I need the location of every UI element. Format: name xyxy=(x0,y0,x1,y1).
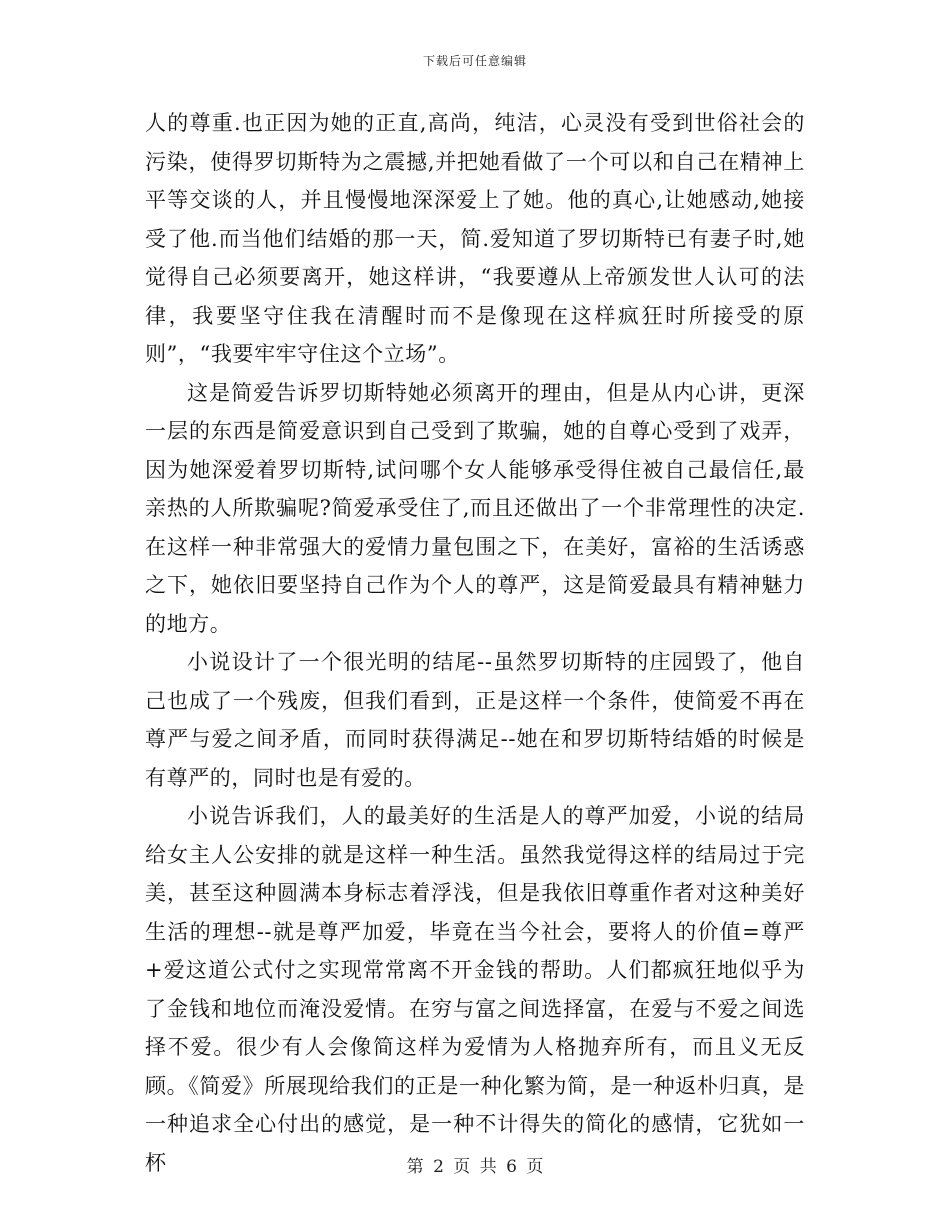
document-body xyxy=(145,104,805,1182)
paragraph-2: 这是简爱告诉罗切斯特她必须离开的理由，但是从内心讲，更深一层的东西是简爱意识到自己受到了欺骗，她的自尊心受到了戏弄，因为她深爱着罗切斯特,试问哪个女人能够承受得住被自己最信任,最亲热的人所欺骗呢?简爱承受住了,而且还做出了一个非常理性的决定.在这样一种非常强大的爱情力量包围之下，在美好，富裕的生活诱惑之下，她依旧要坚持自己作为个人的尊严，这是简爱最具有精神魅力的地方。 xyxy=(145,380,805,636)
paragraph-4: 小说告诉我们，人的最美好的生活是人的尊严加爱，小说的结局给女主人公安排的就是这样一种生活。虽然我觉得这样的结局过于完美，甚至这种圆满本身标志着浮浅，但是我依旧尊重作者对这种美好生活的理想--就是尊严加爱，毕竟在当今社会，要将人的价值=尊严+爱这道公式付之实现常常离不开金钱的帮助。人们都疯狂地似乎为了金钱和地位而淹没爱情。在穷与富之间选择富，在爱与不爱之间选择不爱。很少有人会像简这样为爱情为人格抛弃所有，而且义无反顾。《简爱》所展现给我们的正是一种化繁为简，是一种返朴归真，是一种追求全心付出的感觉，是一种不计得失的简化的感情，它犹如一杯 xyxy=(145,804,805,1175)
page-footer: 第 2 页 共 6 页 xyxy=(406,1157,544,1177)
page-header: 下载后可任意编辑 xyxy=(422,54,527,68)
paragraph-3: 小说设计了一个很光明的结尾--虽然罗切斯特的庄园毁了，他自己也成了一个残废，但我们看到，正是这样一个条件，使简爱不再在尊严与爱之间矛盾，而同时获得满足--她在和罗切斯特结婚的时候是有尊严的，同时也是有爱的。 xyxy=(145,650,805,790)
paragraph-1: 人的尊重.也正因为她的正直,高尚，纯洁，心灵没有受到世俗社会的污染，使得罗切斯特为之震撼,并把她看做了一个可以和自己在精神上平等交谈的人，并且慢慢地深深爱上了她。他的真心,让她感动,她接受了他.而当他们结婚的那一天，简.爱知道了罗切斯特已有妻子时,她觉得自己必须要离开，她这样讲，“我要遵从上帝颁发世人认可的法律，我要坚守住我在清醒时而不是像现在这样疯狂时所接受的原则”，“我要牢牢守住这个立场”。 xyxy=(145,111,805,366)
